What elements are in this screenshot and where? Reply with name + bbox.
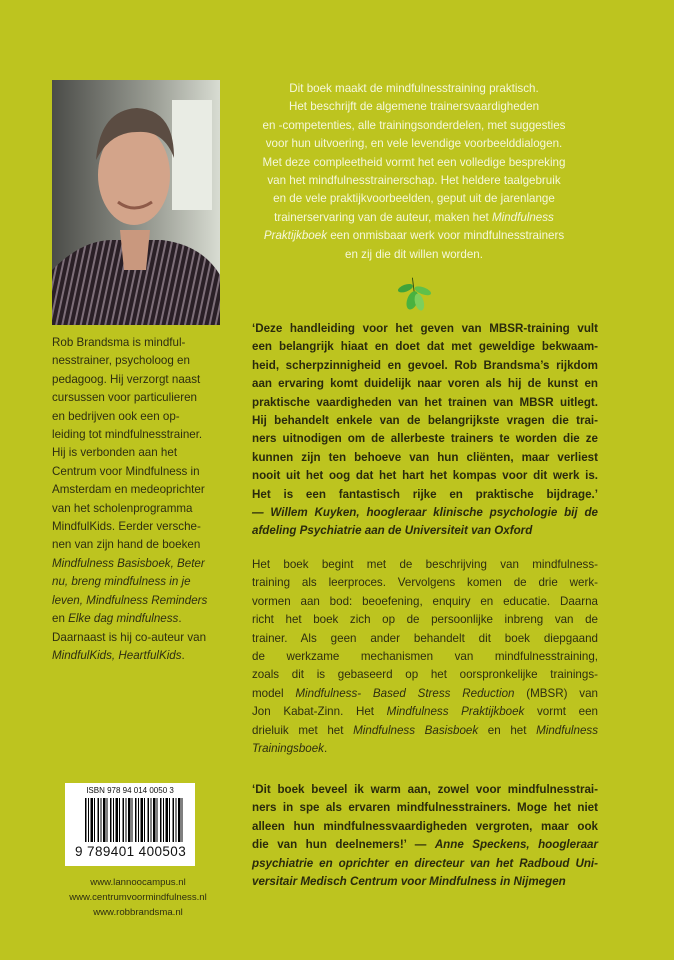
text-segment: van het mindfulnesstrainerschap. Het heldere taalgebruik <box>267 174 561 188</box>
text-segment: (MBSR) van <box>514 686 598 700</box>
text-segment: zoals dit is gebaseerd op het oorspronkelijke trainings- <box>252 668 598 682</box>
url-robbrandsma[interactable]: www.robbrandsma.nl <box>93 907 183 918</box>
leaf-icon <box>392 276 438 316</box>
text-segment: training als leerproces. Vervolgens komen de drie werk- <box>252 576 598 590</box>
endorsement-quote-speckens <box>252 781 598 891</box>
italic-segment: versitair Medisch Centrum voor Mindfulness in Nijmegen <box>252 875 566 889</box>
italic-segment: afdeling Psychiatrie aan de Universiteit van Oxford <box>252 524 533 538</box>
text-line <box>52 463 244 481</box>
text-segment: praktische vaardigheden van het trainen van MBSR uitlegt. <box>252 395 598 409</box>
url-lannoocampus[interactable]: www.lannoocampus.nl <box>90 877 186 888</box>
italic-segment: MindfulKids, HeartfulKids <box>52 648 182 662</box>
text-line <box>240 135 588 153</box>
text-segment: en <box>52 612 69 626</box>
italic-segment: leven, Mindfulness Reminders <box>52 593 208 607</box>
text-segment: en -competenties, alle trainingsonderdelen, met suggesties <box>262 118 566 132</box>
text-line <box>52 573 244 591</box>
text-segment: vormt een <box>524 705 598 719</box>
italic-segment: Mindfulness <box>491 210 554 224</box>
text-segment: ‘Deze handleiding voor het geven van MBSR-training vult <box>252 322 598 335</box>
italic-segment: Elke dag mindfulness <box>68 612 179 626</box>
text-line <box>240 172 588 190</box>
text-line <box>52 371 244 389</box>
text-line <box>240 246 588 264</box>
author-portrait-icon <box>52 80 220 325</box>
text-line <box>252 593 598 611</box>
isbn-digits: 9 789401 400503 <box>75 844 187 859</box>
text-segment: model <box>252 686 296 700</box>
text-segment: Het beschrijft de algemene trainersvaardigheden <box>288 100 540 114</box>
text-segment: nen van zijn hand de boeken <box>52 538 201 552</box>
text-line <box>52 389 244 407</box>
text-segment: . <box>181 648 185 662</box>
text-line <box>252 430 598 448</box>
text-segment: Het is een fantastisch rijke en praktische bijdrage.’ <box>252 487 598 501</box>
text-line <box>52 500 244 518</box>
barcode-bars-icon <box>85 798 185 842</box>
italic-segment: Praktijkboek <box>263 229 327 243</box>
intro-blurb <box>240 80 588 264</box>
text-line <box>252 630 598 648</box>
text-segment: ‘Dit boek beveel ik warm aan, zowel voor mindfulnesstrai- <box>252 783 598 796</box>
text-line <box>52 426 244 444</box>
italic-segment: Anne Speckens, hoogleraar <box>434 838 599 852</box>
text-line <box>252 703 598 721</box>
text-segment: Hij behandelt enkele van de belangrijkste vragen die trai- <box>252 414 598 428</box>
text-line <box>252 467 598 485</box>
text-line <box>52 536 244 554</box>
book-description <box>252 556 598 758</box>
author-photo <box>52 80 220 325</box>
italic-segment: Mindfulness <box>536 723 598 737</box>
text-line <box>52 629 244 647</box>
text-segment: en bedrijven ook een op- <box>52 409 180 423</box>
italic-segment: Mindfulness Praktijkboek <box>386 705 525 719</box>
italic-segment: psychiatrie en oprichter en directeur van het Radboud Uni- <box>252 856 598 870</box>
text-segment: die van hun deelnemers!’ — <box>252 838 435 852</box>
text-segment: trainer. Als geen ander behandelt dit boek diepgaand <box>252 631 598 645</box>
text-line <box>252 855 598 873</box>
text-line <box>52 444 244 462</box>
text-line <box>240 190 588 208</box>
text-line <box>252 836 598 854</box>
text-line <box>240 80 588 98</box>
text-line <box>52 592 244 610</box>
text-segment: en zij die dit willen worden. <box>345 247 483 261</box>
text-segment: een belangrijk hiaat en doet dat met geweldige bekwaam- <box>252 340 598 354</box>
text-line <box>52 334 244 352</box>
text-segment: Met deze compleetheid vormt het een volledige bespreking <box>262 155 566 169</box>
text-line <box>252 818 598 836</box>
text-line <box>252 522 598 540</box>
text-segment: Rob Brandsma is mindful- <box>52 336 186 349</box>
text-line <box>52 518 244 536</box>
url-centrumvoormindfulness[interactable]: www.centrumvoormindfulness.nl <box>69 892 207 903</box>
text-line <box>252 722 598 740</box>
text-line <box>252 666 598 684</box>
text-segment: trainerservaring van de auteur, maken het <box>274 210 492 224</box>
italic-segment: — Willem Kuyken, hoogleraar klinische psychologie bij de <box>252 506 598 520</box>
text-segment: Dit boek maakt de mindfulnesstraining praktisch. <box>289 82 539 95</box>
text-segment: richt het boek zich op de persoonlijke inbreng van de <box>252 613 598 627</box>
italic-segment: Mindfulness- Based Stress Reduction <box>295 686 515 700</box>
text-segment: drieluik met het <box>252 723 354 737</box>
text-line <box>52 481 244 499</box>
text-segment: Daarnaast is hij co-auteur van <box>52 630 207 644</box>
text-segment: nooit uit het oog dat het hart het kompas voor dit werk is. <box>252 469 598 483</box>
text-line <box>240 98 588 116</box>
text-segment: de werkzame mechanismen van mindfulnesstraining, <box>252 650 598 664</box>
text-segment: Jon Kabat-Zinn. Het <box>252 705 387 719</box>
text-line <box>240 209 588 227</box>
text-line <box>52 555 244 573</box>
text-line <box>252 873 598 891</box>
text-segment: ners uitnodigen om de allerbeste trainers te worden die ze <box>252 432 598 446</box>
text-segment: pedagoog. Hij verzorgt naast <box>52 372 201 386</box>
text-line <box>252 449 598 467</box>
text-line <box>252 740 598 758</box>
text-segment: een onmisbaar werk voor mindfulnesstrainers <box>327 229 565 243</box>
text-segment: Centrum voor Mindfulness in <box>52 464 200 478</box>
text-segment: leiding tot mindfulnesstrainer. <box>52 428 203 442</box>
text-line <box>52 352 244 370</box>
text-segment: voor hun uitvoering, en vele levendige voorbeelddialogen. <box>265 137 563 151</box>
text-line <box>52 610 244 628</box>
text-segment: van het scholenprogramma <box>52 501 193 515</box>
italic-segment: nu, breng mindfulness in je <box>52 575 191 589</box>
text-line <box>52 647 244 665</box>
text-segment: kunnen zijn ten behoeve van hun cliënten, maar verliest <box>252 450 598 464</box>
text-line <box>252 648 598 666</box>
text-segment: nesstrainer, psycholoog en <box>52 354 190 368</box>
text-segment: ners in spe als ervaren mindfulnesstrainers. Moge het niet <box>252 801 598 815</box>
text-segment: en het <box>478 723 537 737</box>
text-line <box>252 574 598 592</box>
text-segment: Amsterdam en medeoprichter <box>52 483 205 497</box>
text-segment: . <box>178 612 182 626</box>
italic-segment: Trainingsboek <box>252 742 324 756</box>
text-line <box>252 338 598 356</box>
italic-segment: Mindfulness Basisboek, Beter <box>52 556 205 570</box>
text-segment: . <box>323 742 328 756</box>
text-line <box>252 685 598 703</box>
text-line <box>252 556 598 574</box>
endorsement-quote-kuyken <box>252 320 598 541</box>
text-line <box>252 375 598 393</box>
text-segment: en de vele praktijkvoorbeelden, geput uit de jarenlange <box>273 192 555 206</box>
text-line <box>252 320 598 338</box>
text-line <box>52 408 244 426</box>
text-segment: Het boek begint met de beschrijving van mindfulness- <box>252 558 598 571</box>
text-line <box>252 357 598 375</box>
text-segment: Hij is verbonden aan het <box>52 446 178 460</box>
text-line <box>252 781 598 799</box>
text-line <box>240 154 588 172</box>
text-line <box>252 504 598 522</box>
text-line <box>252 799 598 817</box>
isbn-barcode <box>65 783 195 866</box>
text-line <box>252 412 598 430</box>
isbn-label: ISBN 978 94 014 0050 3 <box>86 786 174 795</box>
text-segment: alleen hun mindfulnessvaardigheden vergroten, maar ook <box>252 819 598 833</box>
text-segment: cursussen voor particulieren <box>52 391 197 405</box>
text-segment: vormen aan bod: beoefening, enquiry en educatie. Daarna <box>252 594 598 608</box>
text-line <box>252 394 598 412</box>
text-segment: heid, scherpzinnigheid en gevoel. Rob Brandsma’s rijkdom <box>252 358 598 372</box>
text-line <box>240 227 588 245</box>
text-line <box>240 117 588 135</box>
author-bio <box>52 334 244 665</box>
text-line <box>252 611 598 629</box>
website-links <box>30 875 246 920</box>
italic-segment: Mindfulness Basisboek <box>353 723 479 737</box>
text-segment: MindfulKids. Eerder versche- <box>52 520 201 534</box>
text-line <box>252 486 598 504</box>
text-segment: aan ervaring komt duidelijk naar voren als hij de kunst en <box>252 377 598 391</box>
